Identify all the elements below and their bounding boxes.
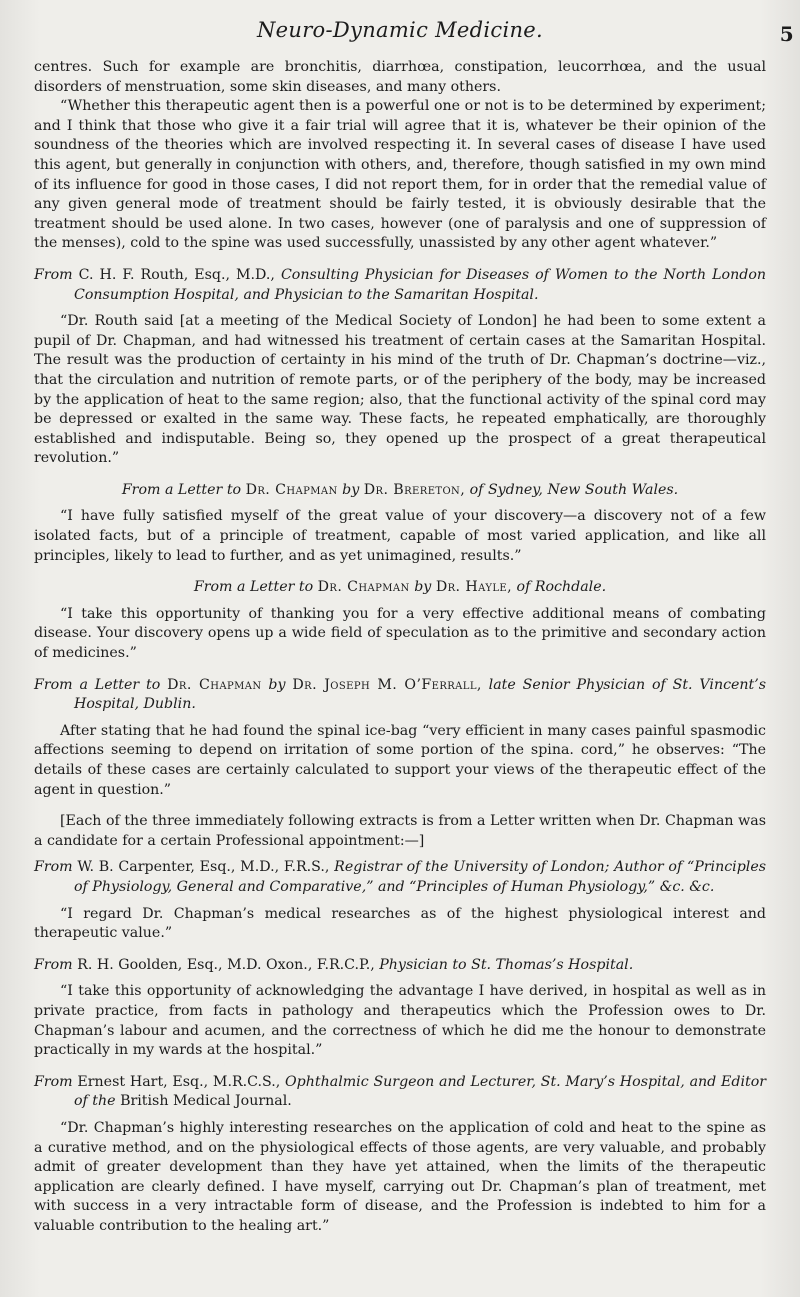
by-word: by	[268, 676, 286, 693]
testimonial-source-hart	[34, 1073, 766, 1112]
from-word: From	[34, 859, 73, 876]
page-number: 5	[779, 22, 794, 46]
testimonial-quote-hayle: “I take this opportunity of thanking you for a very effective additional means of combating disease. Your discovery opens up a wide field of speculation as to the primitive and secondary action of medicines.”	[34, 605, 766, 662]
author-title: Ophthalmic Surgeon and Lecturer, St. Mary’s Hospital, and Editor of the	[74, 1073, 767, 1110]
quoted-paragraph: “Whether this therapeutic agent then is a powerful one or not is to be determined by experiment; and I think that those who give it a fair trial will agree that it is, whatever be their opinion of the soundness of the theories which are involved respecting it. In several cases of disease I have used this agent, but generally in conjunction with others, and, therefore, though satisfied in my own mind of its influence for good in those cases, I did not report them, for in order that the remedial value of any given general mode of treatment should be fairly tested, it is obviously desirable that the treatment should be used alone. In two cases, however (one of paralysis and one of suppression of the menses), cold to the spine was used successfully, unassisted by any other agent whatever.”	[34, 98, 766, 252]
testimonial-source-routh	[34, 266, 766, 305]
testimonial-quote-oferrall: After stating that he had found the spinal ice-bag “very efficient in many cases painful spasmodic affections seeming to depend on irritation of some portion of the spina. cord,” he observes: “The details of these cases are certainly calculated to support your views of the therapeutic effect of the agent in question.”	[34, 722, 766, 798]
author-name: W. B. Carpenter, Esq., M.D., F.R.S.,	[77, 859, 330, 876]
from-letter: From a Letter to	[34, 676, 161, 693]
recipient-name: Dr. Chapman	[245, 481, 338, 498]
recipient-name: Dr. Chapman	[167, 676, 262, 693]
testimonial-source-brereton	[34, 481, 766, 501]
testimonial-quote-hart: “Dr. Chapman’s highly interesting researches on the application of cold and heat to the spine as a curative method, and on the physiological effects of those agents, are very valuable, and probably admit of greater development than they have yet attained, when the limits of the therapeutic application are clearly defined. I have myself, carrying out Dr. Chapman’s plan of treatment, met with success in a very intractable form of disease, and the Profession is indebted to him for a valuable contribution to the healing art.”	[34, 1119, 766, 1234]
testimonial-source-oferrall	[34, 676, 766, 715]
author-name: Ernest Hart, Esq., M.R.C.S.,	[77, 1073, 281, 1090]
recipient-name: Dr. Chapman	[317, 579, 410, 596]
running-head	[34, 18, 794, 58]
author-title: Physician to St. Thomas’s Hospital.	[379, 956, 634, 973]
editorial-note: [Each of the three immediately following extracts is from a Letter written when Dr. Chapman was a candidate for a certain Professional appointment:—]	[34, 813, 766, 849]
testimonial-quote-routh: “Dr. Routh said [at a meeting of the Medical Society of London] he had been to some extent a pupil of Dr. Chapman, and had witnessed his treatment of certain cases at the Samaritan Hospital. The result was the production of certainty in his mind of the truth of Dr. Chapman’s doctrine—viz., that the circulation and nutrition of remote parts, or of the periphery of the body, may be increased by the application of heat to the same region; also, that the functional activity of the spinal cord may be depressed or exalted in the same way. These facts, he repeated emphatically, are thoroughly established and indisputable. Being so, they opened up the prospect of a great therapeutical revolution.”	[34, 313, 766, 467]
author-place: of Rochdale.	[516, 579, 607, 596]
author-name: Dr. Hayle,	[435, 579, 513, 596]
from-word: From	[34, 266, 73, 283]
from-word: From	[34, 1073, 73, 1090]
page-body	[34, 58, 766, 1236]
testimonial-quote-carpenter: “I regard Dr. Chapman’s medical researches as of the highest physiological interest and therapeutic value.”	[34, 905, 766, 942]
testimonial-source-carpenter	[34, 858, 766, 897]
by-word: by	[414, 579, 432, 596]
author-name: R. H. Goolden, Esq., M.D. Oxon., F.R.C.P.,	[77, 956, 375, 973]
author-name: C. H. F. Routh, Esq., M.D.,	[78, 266, 275, 283]
from-word: From	[34, 956, 73, 973]
testimonial-source-goolden	[34, 956, 766, 976]
author-name: Dr. Joseph M. O’Ferrall,	[292, 676, 482, 693]
running-title: Neuro-Dynamic Medicine.	[256, 18, 543, 42]
continued-paragraph: centres. Such for example are bronchitis, diarrhœa, constipation, leucorrhœa, and the usual disorders of menstruation, some skin diseases, and many others.	[34, 59, 766, 95]
author-title: late Senior Physician of St. Vincent’s Hospital, Dublin.	[74, 676, 767, 713]
by-word: by	[342, 481, 360, 498]
testimonial-quote-brereton: “I have fully satisfied myself of the great value of your discovery—a discovery not of a few isolated facts, but of a principle of treatment, capable of most varied application, and like all principles, likely to lead to further, and as yet unimagined, results.”	[34, 508, 766, 564]
testimonial-source-hayle	[34, 578, 766, 598]
from-letter: From a Letter to	[121, 481, 242, 498]
from-letter: From a Letter to	[193, 579, 314, 596]
testimonial-quote-goolden: “I take this opportunity of acknowledging the advantage I have derived, in hospital as well as in private practice, from facts in pathology and therapeutics which the Profession owes to Dr. Chapman’s labour and acumen, and the correctness of which he did me the honour to demonstrate practically in my wards at the hospital.”	[34, 983, 766, 1059]
journal-name: British Medical Journal.	[120, 1093, 292, 1110]
author-name: Dr. Brereton,	[363, 481, 466, 498]
author-title: Registrar of the University of London; Author of “Principles of Physiology, General and Comparative,” and “Principles of Human Physiology,” &c. &c.	[74, 859, 766, 895]
author-title: Consulting Physician for Diseases of Women to the North London Consumption Hospital, and Physician to the Samaritan Hospital.	[74, 266, 766, 303]
author-place: of Sydney, New South Wales.	[469, 481, 679, 498]
